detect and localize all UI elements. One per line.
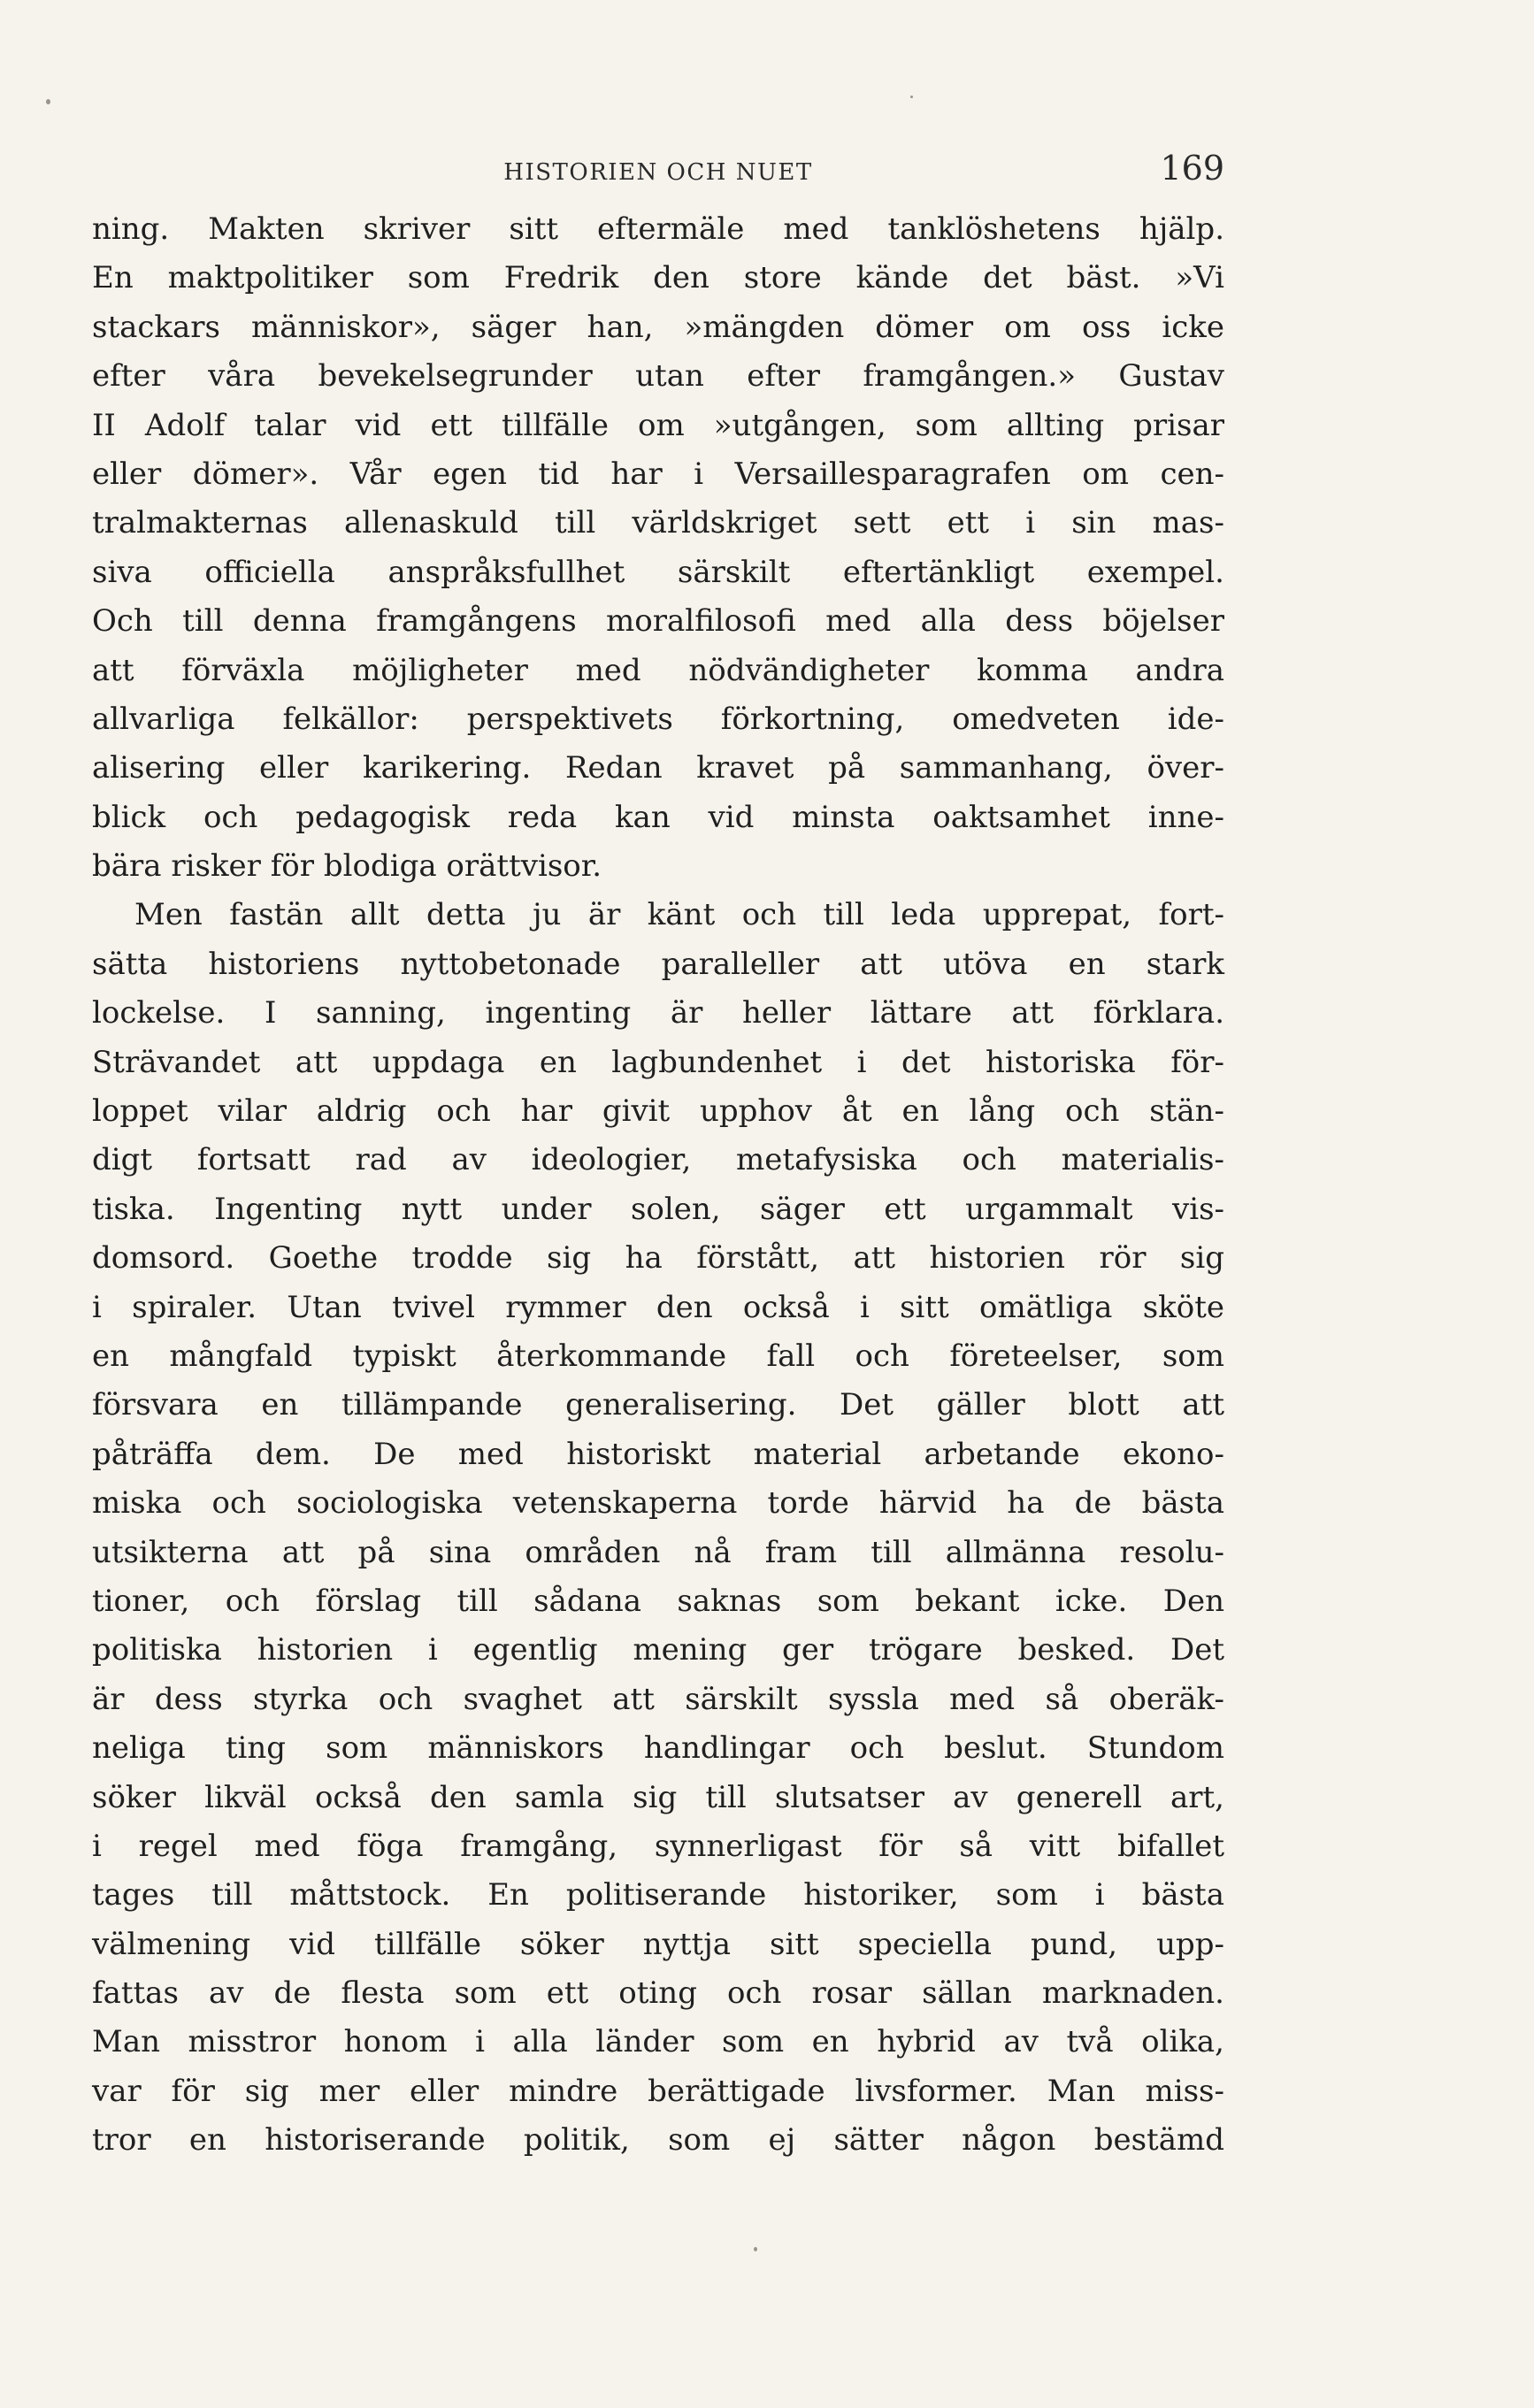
text-line: utsikterna att på sina områden nå fram till allmänna resolu- bbox=[92, 1534, 1224, 1570]
text-line: tror en historiserande politik, som ej sätter någon bestämd bbox=[92, 2122, 1224, 2159]
text-line: II Adolf talar vid ett tillfälle om »utgången, som allting prisar bbox=[92, 407, 1224, 443]
text-line: Men fastän allt detta ju är känt och till leda upprepat, fort- bbox=[134, 897, 1224, 933]
text-line: tages till måttstock. En politiserande historiker, som i bästa bbox=[92, 1877, 1224, 1913]
paper-speck bbox=[910, 96, 913, 98]
running-header-title: HISTORIEN OCH NUET bbox=[503, 159, 813, 186]
text-line: sätta historiens nyttobetonade paralleller att utöva en stark bbox=[92, 946, 1224, 982]
text-line: tralmakternas allenaskuld till världskriget sett ett i sin mas- bbox=[92, 505, 1224, 541]
text-line: loppet vilar aldrig och har givit upphov åt en lång och stän- bbox=[92, 1093, 1224, 1130]
text-line: att förväxla möjligheter med nödvändigheter komma andra bbox=[92, 652, 1224, 688]
paragraph-1 bbox=[92, 205, 1224, 891]
text-line: siva officiella anspråksfullhet särskilt eftertänkligt exempel. bbox=[92, 554, 1224, 590]
text-line: tiska. Ingenting nytt under solen, säger ett urgammalt vis- bbox=[92, 1191, 1224, 1227]
text-line: Och till denna framgångens moralfilosofi med alla dess böjelser bbox=[92, 603, 1224, 640]
text-line: domsord. Goethe trodde sig ha förstått, att historien rör sig bbox=[92, 1240, 1224, 1277]
text-line: allvarliga felkällor: perspektivets förkortning, omedveten ide- bbox=[92, 701, 1224, 737]
text-line: välmening vid tillfälle söker nyttja sitt speciella pund, upp- bbox=[92, 1926, 1224, 1962]
text-line: lockelse. I sanning, ingenting är heller lättare att förklara. bbox=[92, 995, 1224, 1031]
paragraph-2 bbox=[92, 891, 1224, 2165]
text-line: fattas av de flesta som ett oting och rosar sällan marknaden. bbox=[92, 1975, 1224, 2012]
text-line: Strävandet att uppdaga en lagbundenhet i det historiska för- bbox=[92, 1044, 1224, 1080]
body-text bbox=[92, 205, 1224, 2166]
paper-speck bbox=[46, 99, 50, 104]
text-line: neliga ting som människors handlingar och beslut. Stundom bbox=[92, 1730, 1224, 1767]
text-line: miska och sociologiska vetenskaperna torde härvid ha de bästa bbox=[92, 1485, 1224, 1522]
text-line: bära risker för blodiga orättvisor. bbox=[92, 848, 602, 885]
page-number: 169 bbox=[1160, 149, 1224, 188]
running-header bbox=[92, 149, 1224, 193]
text-line: digt fortsatt rad av ideologier, metafysiska och materialis- bbox=[92, 1142, 1224, 1178]
text-line: alisering eller karikering. Redan kravet på sammanhang, över- bbox=[92, 750, 1224, 786]
text-line: blick och pedagogisk reda kan vid minsta oaktsamhet inne- bbox=[92, 799, 1224, 835]
text-line: En maktpolitiker som Fredrik den store kände det bäst. »Vi bbox=[92, 260, 1224, 296]
text-line: i regel med föga framgång, synnerligast för så vitt bifallet bbox=[92, 1828, 1224, 1864]
text-line: i spiraler. Utan tvivel rymmer den också i sitt omätliga sköte bbox=[92, 1289, 1224, 1325]
text-line: är dess styrka och svaghet att särskilt syssla med så oberäk- bbox=[92, 1681, 1224, 1717]
paper-speck bbox=[754, 2247, 757, 2251]
text-line: påträffa dem. De med historiskt material arbetande ekono- bbox=[92, 1436, 1224, 1472]
text-line: tioner, och förslag till sådana saknas som bekant icke. Den bbox=[92, 1583, 1224, 1619]
text-line: försvara en tillämpande generalisering. Det gäller blott att bbox=[92, 1387, 1224, 1423]
text-line: politiska historien i egentlig mening ger trögare besked. Det bbox=[92, 1632, 1224, 1668]
text-line: stackars människor», säger han, »mängden dömer om oss icke bbox=[92, 309, 1224, 345]
text-line: söker likväl också den samla sig till slutsatser av generell art, bbox=[92, 1779, 1224, 1815]
text-line: ning. Makten skriver sitt eftermäle med tanklöshetens hjälp. bbox=[92, 211, 1224, 247]
text-line: eller dömer». Vår egen tid har i Versaillesparagrafen om cen- bbox=[92, 456, 1224, 492]
text-line: en mångfald typiskt återkommande fall och företeelser, som bbox=[92, 1338, 1224, 1374]
text-line: Man misstror honom i alla länder som en hybrid av två olika, bbox=[92, 2024, 1224, 2060]
text-line: efter våra bevekelsegrunder utan efter framgången.» Gustav bbox=[92, 358, 1224, 395]
text-line: var för sig mer eller mindre berättigade livsformer. Man miss- bbox=[92, 2073, 1224, 2109]
